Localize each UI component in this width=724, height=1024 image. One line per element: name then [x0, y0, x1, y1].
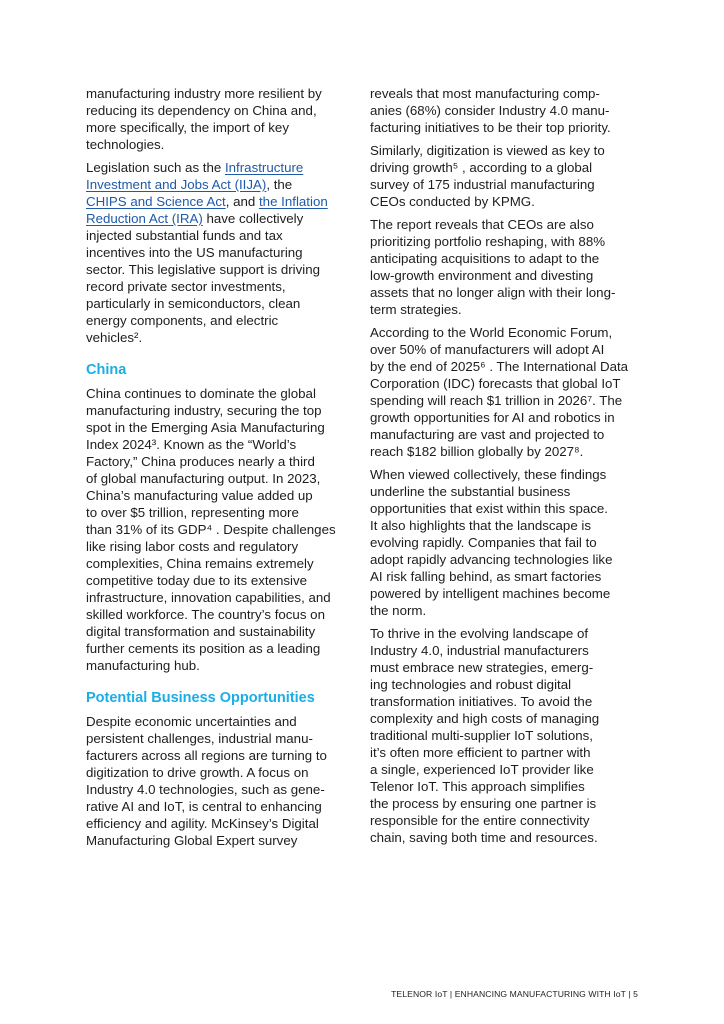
text-line: to over $5 trillion, representing more — [86, 505, 299, 520]
text-line: opportunities that exist within this space. — [370, 501, 608, 516]
text-line: infrastructure, innovation capabilities, and — [86, 590, 331, 605]
text-line: further cements its position as a leading — [86, 641, 321, 656]
text-line: When viewed collectively, these findings — [370, 467, 607, 482]
text-line: Industry 4.0 technologies, such as gene- — [86, 782, 325, 797]
text-line: CEOs conducted by KPMG. — [370, 194, 535, 209]
text-line: reducing its dependency on China and, — [86, 103, 317, 118]
text-line: spot in the Emerging Asia Manufacturing — [86, 420, 325, 435]
text-line: injected substantial funds and tax — [86, 228, 283, 243]
text-line: Index 2024³. Known as the “World’s — [86, 437, 297, 452]
text-line: a single, experienced IoT provider like — [370, 762, 594, 777]
text-line: The report reveals that CEOs are also — [370, 217, 594, 232]
text-line: According to the World Economic Forum, — [370, 325, 613, 340]
right-column — [370, 85, 655, 852]
text-line: manufacturing industry more resilient by — [86, 86, 322, 101]
text-line: AI risk falling behind, as smart factories — [370, 569, 602, 584]
text-line: survey of 175 industrial manufacturing — [370, 177, 595, 192]
text-line: responsible for the entire connectivity — [370, 813, 590, 828]
text-line: reveals that most manufacturing comp- — [370, 86, 600, 101]
paragraph-ceo-report — [370, 216, 655, 318]
text-line: anticipating acquisitions to adapt to the — [370, 251, 600, 266]
text-line: Despite economic uncertainties and — [86, 714, 297, 729]
text-line: Factory,” China produces nearly a third — [86, 454, 315, 469]
link-iija-cont[interactable]: Investment and Jobs Act (IIJA) — [86, 177, 267, 192]
paragraph-china — [86, 385, 371, 674]
text-line: traditional multi-supplier IoT solutions, — [370, 728, 593, 743]
text-line: persistent challenges, industrial manu- — [86, 731, 313, 746]
text-line: technologies. — [86, 137, 165, 152]
text-line: facturers across all regions are turning to — [86, 748, 327, 763]
text-line: China continues to dominate the global — [86, 386, 316, 401]
paragraph-legislation-rest — [86, 227, 371, 346]
text-line: low-growth environment and divesting — [370, 268, 594, 283]
paragraph-kpmg — [370, 142, 655, 210]
text-line: it’s often more efficient to partner with — [370, 745, 591, 760]
text-line: term strategies. — [370, 302, 462, 317]
text-line: complexities, China remains extremely — [86, 556, 314, 571]
text-line: driving growth⁵ , according to a global — [370, 160, 593, 175]
text-line: growth opportunities for AI and robotics in — [370, 410, 615, 425]
text-line: particularly in semiconductors, clean — [86, 296, 301, 311]
text-line: China’s manufacturing value added up — [86, 488, 313, 503]
link-chips-act[interactable]: CHIPS and Science Act — [86, 194, 226, 209]
page-footer: TELENOR IoT | ENHANCING MANUFACTURING WITH IoT | 5 — [391, 989, 638, 999]
text-line: manufacturing industry, securing the top — [86, 403, 322, 418]
text-line: the norm. — [370, 603, 427, 618]
text-line: by the end of 2025⁶ . The International Data — [370, 359, 629, 374]
text-line: of global manufacturing output. In 2023, — [86, 471, 321, 486]
text-line: more specifically, the import of key — [86, 120, 289, 135]
paragraph-mckinsey — [370, 85, 655, 136]
paragraph-conclusion — [370, 625, 655, 846]
text-line: the process by ensuring one partner is — [370, 796, 597, 811]
text-line: skilled workforce. The country’s focus on — [86, 607, 325, 622]
text-line: over 50% of manufacturers will adopt AI — [370, 342, 605, 357]
text-line: chain, saving both time and resources. — [370, 830, 598, 845]
text-line: ing technologies and robust digital — [370, 677, 572, 692]
text-line: anies (68%) consider Industry 4.0 manu- — [370, 103, 610, 118]
text-line: competitive today due to its extensive — [86, 573, 307, 588]
link-iija[interactable]: Infrastructure — [224, 160, 304, 175]
left-column — [86, 85, 371, 855]
text-line: than 31% of its GDP⁴ . Despite challenges — [86, 522, 336, 537]
text-line: incentives into the US manufacturing — [86, 245, 303, 260]
text-line: Manufacturing Global Expert survey — [86, 833, 298, 848]
text-line: reach $182 billion globally by 2027⁸. — [370, 444, 584, 459]
text-line: like rising labor costs and regulatory — [86, 539, 299, 554]
text-line: complexity and high costs of managing — [370, 711, 600, 726]
text-line: Similarly, digitization is viewed as key to — [370, 143, 605, 158]
text-line: manufacturing hub. — [86, 658, 200, 673]
text-line: To thrive in the evolving landscape of — [370, 626, 589, 641]
heading-china: China — [86, 362, 127, 378]
paragraph-resilience — [86, 85, 371, 153]
text-line: manufacturing are vast and projected to — [370, 427, 605, 442]
text-line: record private sector investments, — [86, 279, 286, 294]
text-line: vehicles². — [86, 330, 143, 345]
text-line: digitization to drive growth. A focus on — [86, 765, 309, 780]
paragraph-findings — [370, 466, 655, 619]
text-line: transformation initiatives. To avoid the — [370, 694, 593, 709]
link-ira[interactable]: the Inflation — [258, 194, 328, 209]
text-line: digital transformation and sustainability — [86, 624, 316, 639]
text-line: spending will reach $1 trillion in 2026⁷. The — [370, 393, 623, 408]
link-ira-cont[interactable]: Reduction Act (IRA) — [86, 211, 203, 226]
text-line: assets that no longer align with their long- — [370, 285, 616, 300]
text-line: Industry 4.0, industrial manufacturers — [370, 643, 589, 658]
text-line: Corporation (IDC) forecasts that global IoT — [370, 376, 621, 391]
paragraph-opportunities — [86, 713, 371, 849]
heading-business-opportunities: Potential Business Opportunities — [86, 690, 315, 706]
text-line: must embrace new strategies, emerg- — [370, 660, 594, 675]
text-line: facturing initiatives to be their top priority. — [370, 120, 611, 135]
text-line: energy components, and electric — [86, 313, 279, 328]
text-line: evolving rapidly. Companies that fail to — [370, 535, 597, 550]
paragraph-wef — [370, 324, 655, 460]
text-line: powered by intelligent machines become — [370, 586, 611, 601]
text-line: rative AI and IoT, is central to enhancing — [86, 799, 322, 814]
text-line: prioritizing portfolio reshaping, with 88% — [370, 234, 606, 249]
text-line: underline the substantial business — [370, 484, 571, 499]
text-line: sector. This legislative support is driving — [86, 262, 321, 277]
text-line: It also highlights that the landscape is — [370, 518, 592, 533]
paragraph-legislation: Legislation such as the Infrastructure Investment and Jobs Act (IIJA), the CHIPS and Science Act, and the Inflation Reduction Act (IRA) have collectively injected substantial funds and tax incentives into the US manufacturing sector. This legislative support is driving record private sector investments, particularly in semiconductors, clean energy components, and electric vehicles². — [86, 159, 371, 346]
text-line: efficiency and agility. McKinsey’s Digital — [86, 816, 319, 831]
text-line: Telenor IoT. This approach simplifies — [370, 779, 585, 794]
text-line: adopt rapidly advancing technologies like — [370, 552, 613, 567]
